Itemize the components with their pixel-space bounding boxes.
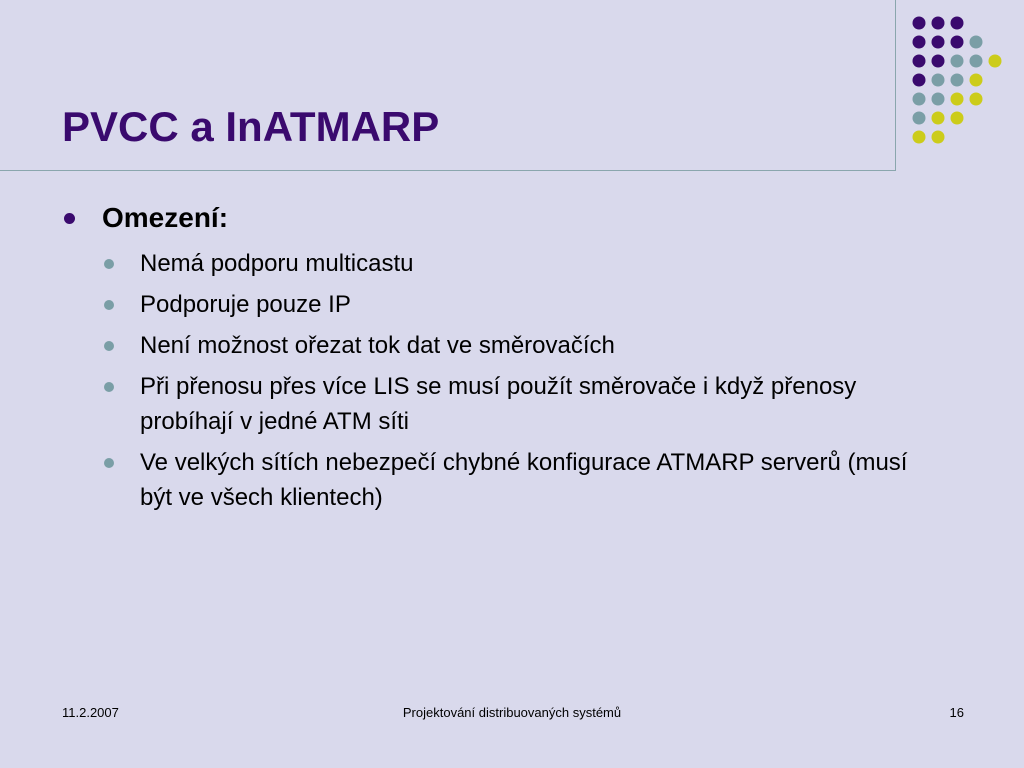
dot-purple [913, 74, 926, 87]
dot-yellow [989, 55, 1002, 68]
sub-bullet-dot-icon [104, 458, 114, 468]
bullet-dot-icon [64, 213, 75, 224]
dot-purple [913, 17, 926, 30]
sub-bullet-text: Nemá podporu multicastu [140, 250, 414, 277]
sub-bullet-text: Podporuje pouze IP [140, 291, 351, 318]
dot-purple [951, 36, 964, 49]
dot-teal [951, 55, 964, 68]
sub-bullet-text: Není možnost ořezat tok dat ve směrovačích [140, 332, 615, 359]
sub-bullet-item [60, 445, 920, 515]
dot-purple [932, 55, 945, 68]
dot-purple [932, 17, 945, 30]
dot-yellow [932, 131, 945, 144]
dot-yellow [913, 131, 926, 144]
dot-purple [932, 36, 945, 49]
sub-bullet-item [60, 328, 920, 363]
dot-teal [970, 55, 983, 68]
footer-title: Projektování distribuovaných systémů [402, 705, 622, 720]
sub-bullet-text: Při přenosu přes více LIS se musí použít směrovače i když přenosy probíhají v jedné ATM síti [140, 373, 857, 435]
sub-bullet-item [60, 287, 920, 322]
sub-bullet-item [60, 246, 920, 281]
dot-teal [913, 93, 926, 106]
sub-bullet-text: Ve velkých sítích nebezpečí chybné konfigurace ATMARP serverů (musí být ve všech klientech) [140, 449, 908, 511]
dot-purple [951, 17, 964, 30]
dot-purple [913, 36, 926, 49]
header-horizontal-rule [0, 170, 896, 171]
slide-title: PVCC a InATMARP [62, 103, 440, 150]
footer-date: 11.2.2007 [62, 705, 119, 720]
dot-yellow [970, 93, 983, 106]
sub-bullet-dot-icon [104, 341, 114, 351]
sub-bullet-list [60, 246, 920, 515]
sub-bullet-item [60, 369, 920, 439]
dot-teal [951, 74, 964, 87]
dot-yellow [932, 112, 945, 125]
sub-bullet-dot-icon [104, 300, 114, 310]
dot-teal [970, 36, 983, 49]
sub-bullet-dot-icon [104, 382, 114, 392]
dot-teal [932, 74, 945, 87]
slide-number: 16 [949, 705, 964, 720]
bullet-level1 [60, 198, 920, 238]
dot-yellow [951, 112, 964, 125]
dot-teal [932, 93, 945, 106]
dot-teal [913, 112, 926, 125]
dot-yellow [970, 74, 983, 87]
dot-purple [913, 55, 926, 68]
bullet-level1-text: Omezení: [102, 202, 229, 233]
sub-bullet-dot-icon [104, 259, 114, 269]
dot-yellow [951, 93, 964, 106]
slide-body [60, 198, 920, 521]
header-vertical-rule [895, 0, 896, 171]
